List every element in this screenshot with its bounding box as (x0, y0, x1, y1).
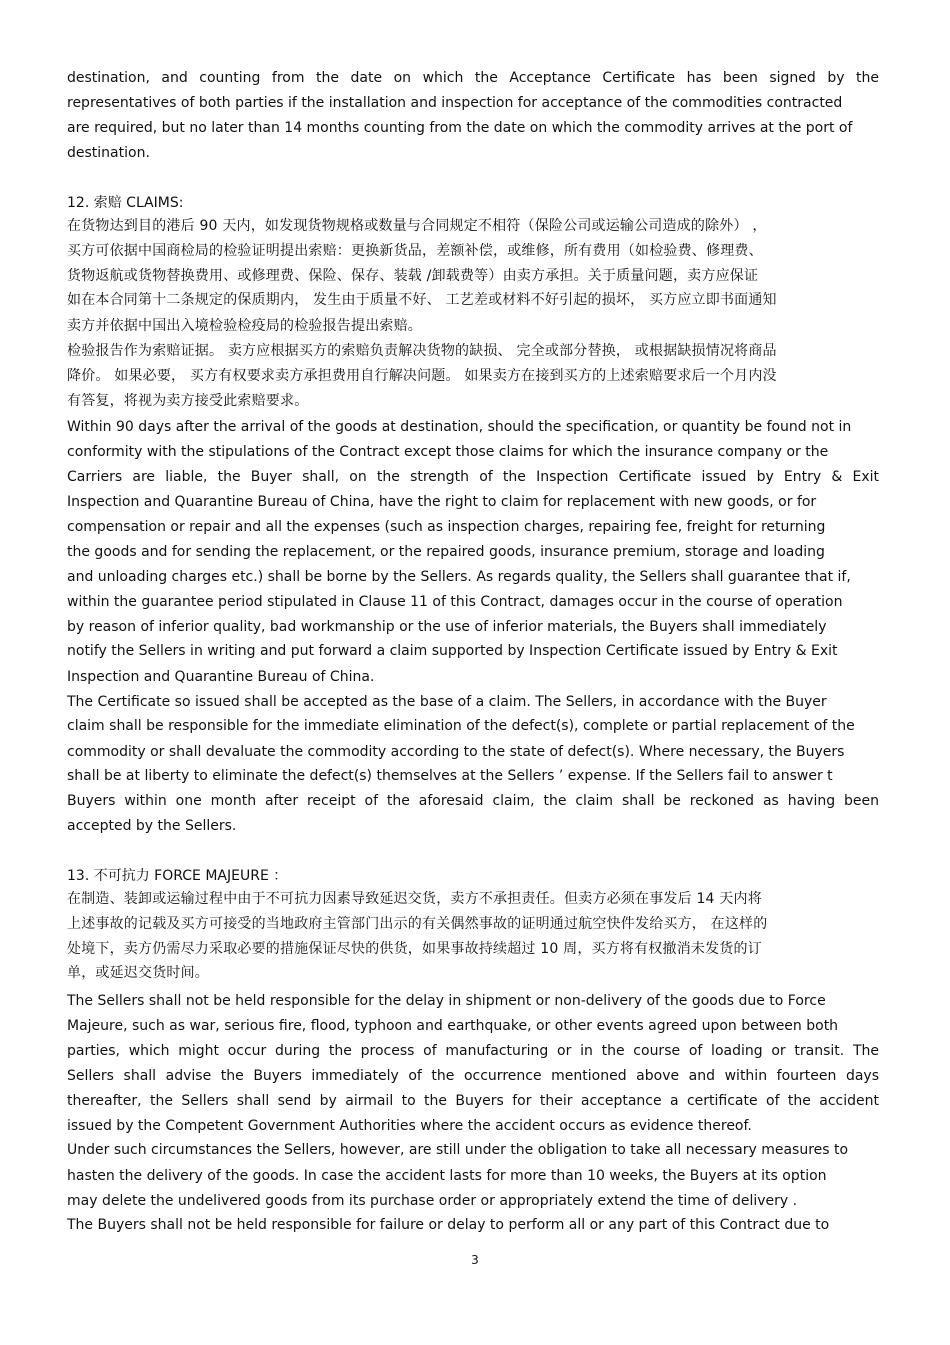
text-line: Majeure, such as war, serious fire, flood, typhoon and earthquake, or other events agreed upon between both (67, 1018, 839, 1034)
text-line: claim shall be responsible for the immediate elimination of the defect(s), complete or partial replacement of the (67, 718, 855, 734)
text-line: thereafter, the Sellers shall send by airmail to the Buyers for their acceptance a certificate of the accident (67, 1093, 879, 1109)
text-line-cn: 有答复，将视为卖方接受此索赔要求。 (67, 393, 309, 409)
text-line: Within 90 days after the arrival of the goods at destination, should the specification, or quantity be found not in (67, 419, 852, 435)
text-line: by reason of inferior quality, bad workmanship or the use of inferior materials, the Buyers shall immediately (67, 619, 827, 635)
text-line: compensation or repair and all the expenses (such as inspection charges, repairing fee, freight for returning (67, 519, 826, 535)
text-line: Sellers shall advise the Buyers immediately of the occurrence mentioned above and within fourteen days (67, 1068, 879, 1084)
text-line: Under such circumstances the Sellers, however, are still under the obligation to take all necessary measures to (67, 1142, 849, 1158)
text-line-cn: 检验报告作为索赔证据。 卖方应根据买方的索赔负责解决货物的缺损、 完全或部分替换， 或根据缺损情况将商品 (67, 343, 777, 359)
text-line: The Buyers shall not be held responsible for failure or delay to perform all or any part of this Contract due to (67, 1217, 830, 1233)
text-line: Inspection and Quarantine Bureau of China, have the right to claim for replacement with new goods, or for (67, 494, 817, 510)
text-line: hasten the delivery of the goods. In case the accident lasts for more than 10 weeks, the Buyers at its option (67, 1168, 827, 1184)
text-line: shall be at liberty to eliminate the defect(s) themselves at the Sellers ’ expense. If the Sellers fail to answer t (67, 768, 833, 784)
text-line-cn: 货物返航或货物替换费用、或修理费、保险、保存、装载 /卸载费等）由卖方承担。关于质量问题，卖方应保证 (67, 268, 759, 284)
section-heading-claims: 12. 索赔 CLAIMS: (67, 195, 184, 211)
section-heading-force-majeure: 13. 不可抗力 FORCE MAJEURE ： (67, 868, 288, 884)
text-line: Buyers within one month after receipt of the aforesaid claim, the claim shall be reckoned as having been (67, 793, 879, 809)
text-line: the goods and for sending the replacement, or the repaired goods, insurance premium, storage and loading (67, 544, 825, 560)
text-line: Inspection and Quarantine Bureau of China. (67, 669, 375, 685)
text-line: notify the Sellers in writing and put forward a claim supported by Inspection Certificate issued by Entry & Exit (67, 643, 838, 659)
text-line-cn: 处境下，卖方仍需尽力采取必要的措施保证尽快的供货，如果事故持续超过 10 周，买方将有权撤消未发货的订 (67, 941, 762, 957)
text-line: may delete the undelivered goods from its purchase order or appropriately extend the time of delivery . (67, 1193, 798, 1209)
text-line-cn: 在货物达到目的港后 90 天内，如发现货物规格或数量与合同规定不相符（保险公司或运输公司造成的除外） ， (67, 218, 767, 234)
text-line-cn: 降价。 如果必要， 买方有权要求卖方承担费用自行解决问题。 如果卖方在接到买方的上述索赔要求后一个月内没 (67, 368, 777, 384)
text-line: issued by the Competent Government Authorities where the accident occurs as evidence thereof. (67, 1118, 752, 1134)
text-line: are required, but no later than 14 months counting from the date on which the commodity arrives at the port of (67, 120, 853, 136)
text-line-cn: 卖方并依据中国出入境检验检疫局的检验报告提出索赔。 (67, 318, 422, 334)
text-line-cn: 单，或延迟交货时间。 (67, 965, 209, 981)
text-line: and unloading charges etc.) shall be borne by the Sellers. As regards quality, the Sellers shall guarantee that if, (67, 569, 851, 585)
text-line-cn: 上述事故的记载及买方可接受的当地政府主管部门出示的有关偶然事故的证明通过航空快件发给买方， 在这样的 (67, 916, 768, 932)
text-line: The Certificate so issued shall be accepted as the base of a claim. The Sellers, in accordance with the Buyer (67, 694, 827, 710)
text-line-cn: 如在本合同第十二条规定的保质期内， 发生由于质量不好、 工艺差或材料不好引起的损坏， 买方应立即书面通知 (67, 292, 777, 308)
text-line: The Sellers shall not be held responsible for the delay in shipment or non-delivery of the goods due to Force (67, 993, 826, 1009)
text-line: within the guarantee period stipulated in Clause 11 of this Contract, damages occur in the course of operation (67, 594, 843, 610)
text-line: destination. (67, 145, 150, 161)
text-line-cn: 在制造、装卸或运输过程中由于不可抗力因素导致延迟交货，卖方不承担责任。但卖方必须在事发后 14 天内将 (67, 891, 762, 907)
text-line: Carriers are liable, the Buyer shall, on the strength of the Inspection Certificate issued by Entry & Exit (67, 469, 879, 485)
text-line: parties, which might occur during the process of manufacturing or in the course of loading or transit. The (67, 1043, 879, 1059)
page-number: 3 (471, 1253, 479, 1267)
text-line: conformity with the stipulations of the Contract except those claims for which the insurance company or the (67, 444, 829, 460)
text-line-cn: 买方可依据中国商检局的检验证明提出索赔：更换新货品，差额补偿，或维修，所有费用（如检验费、修理费、 (67, 243, 763, 259)
text-line: accepted by the Sellers. (67, 818, 237, 834)
text-line: commodity or shall devaluate the commodity according to the state of defect(s). Where necessary, the Buyers (67, 744, 845, 760)
text-line: destination, and counting from the date on which the Acceptance Certificate has been signed by the (67, 70, 879, 86)
text-line: representatives of both parties if the installation and inspection for acceptance of the commodities contracted (67, 95, 843, 111)
